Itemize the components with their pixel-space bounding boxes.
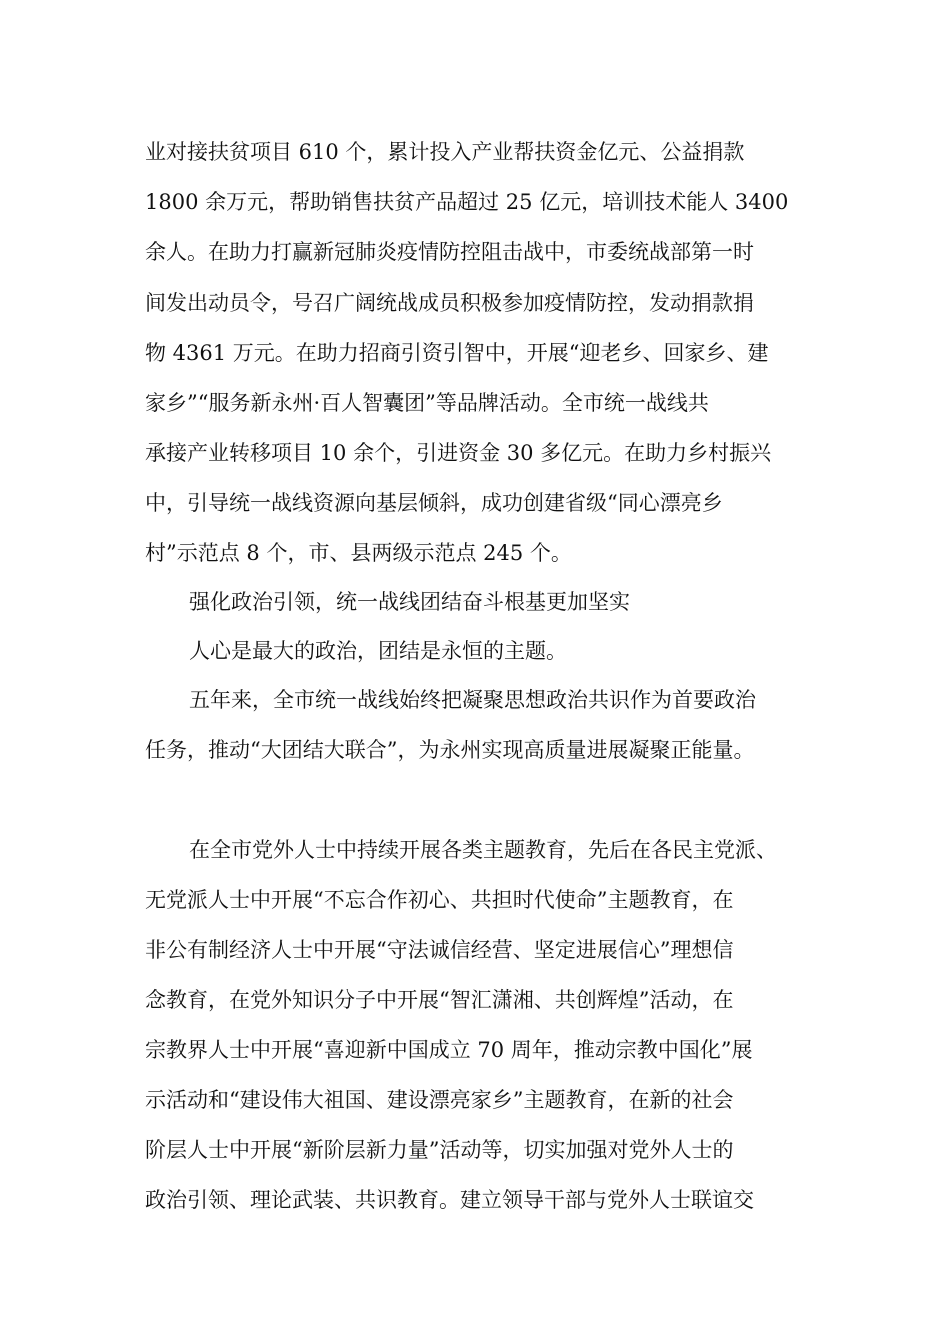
- text-line: 五年来，全市统一战线始终把凝聚思想政治共识作为首要政治: [189, 688, 756, 712]
- text-line: 间发出动员令，号召广阔统战成员积极参加疫情防控，发动捐款捐: [145, 291, 754, 315]
- text-line: 在全市党外人士中持续开展各类主题教育，先后在各民主党派、: [189, 838, 777, 862]
- text-line: 任务，推动“大团结大联合”，为永州实现高质量进展凝聚正能量。: [145, 738, 755, 762]
- text-line: 承接产业转移项目 10 余个，引进资金 30 多亿元。在助力乡村振兴: [145, 441, 772, 465]
- text-line: 无党派人士中开展“不忘合作初心、共担时代使命”主题教育，在: [145, 888, 734, 912]
- text-line: 政治引领、理论武装、共识教育。建立领导干部与党外人士联谊交: [145, 1188, 754, 1212]
- text-line: 念教育，在党外知识分子中开展“智汇潇湘、共创辉煌”活动，在: [145, 988, 734, 1012]
- text-line: 宗教界人士中开展“喜迎新中国成立 70 周年，推动宗教中国化”展: [145, 1038, 753, 1062]
- text-line: 物 4361 万元。在助力招商引资引智中，开展“迎老乡、回家乡、建: [145, 341, 769, 365]
- text-line: 阶层人士中开展“新阶层新力量”活动等，切实加强对党外人士的: [145, 1138, 734, 1162]
- intro-line: 人心是最大的政治，团结是永恒的主题。: [189, 639, 567, 663]
- text-line: 1800 余万元，帮助销售扶贫产品超过 25 亿元，培训技术能人 3400: [145, 190, 789, 214]
- text-line: 非公有制经济人士中开展“守法诚信经营、坚定进展信心”理想信: [145, 938, 734, 962]
- section-heading: 强化政治引领，统一战线团结奋斗根基更加坚实: [189, 590, 630, 614]
- text-line: 村”示范点 8 个，市、县两级示范点 245 个。: [145, 541, 572, 565]
- text-line: 业对接扶贫项目 610 个，累计投入产业帮扶资金亿元、公益捐款: [145, 140, 745, 164]
- text-line: 示活动和“建设伟大祖国、建设漂亮家乡”主题教育，在新的社会: [145, 1088, 734, 1112]
- text-line: 家乡”“服务新永州·百人智囊团”等品牌活动。全市统一战线共: [145, 391, 709, 415]
- text-line: 中，引导统一战线资源向基层倾斜，成功创建省级“同心漂亮乡: [145, 491, 723, 515]
- text-line: 余人。在助力打赢新冠肺炎疫情防控阻击战中，市委统战部第一时: [145, 240, 754, 264]
